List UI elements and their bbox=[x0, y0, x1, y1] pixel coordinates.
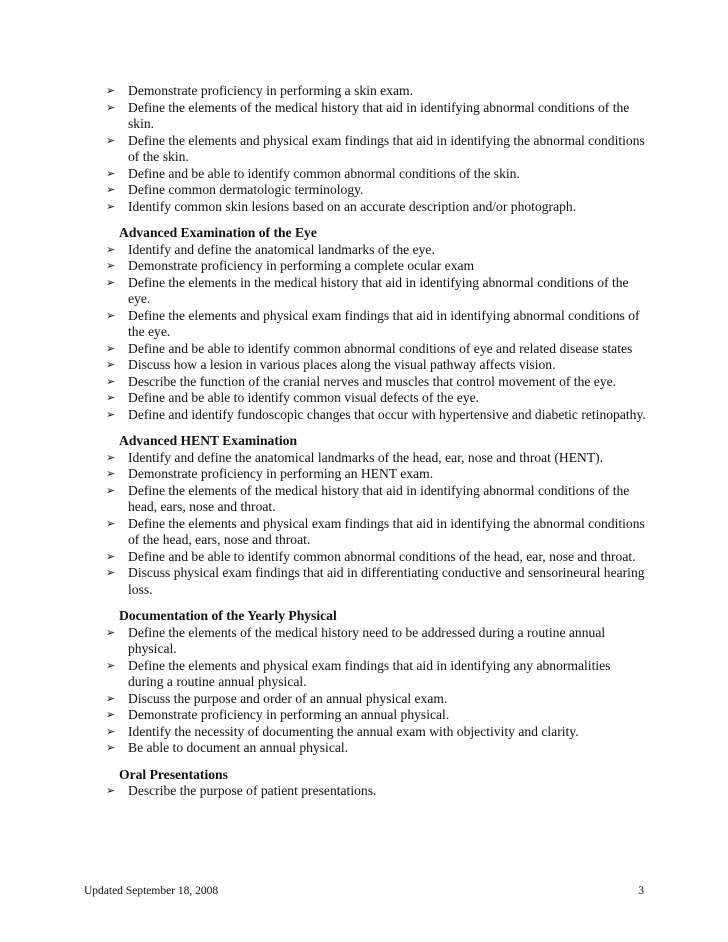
arrow-bullet-icon: ➢ bbox=[106, 483, 116, 497]
objective-list bbox=[0, 783, 728, 800]
arrow-bullet-icon: ➢ bbox=[106, 658, 116, 672]
list-item bbox=[0, 341, 728, 358]
list-item-text: Be able to document an annual physical. bbox=[128, 740, 349, 755]
list-item bbox=[0, 707, 728, 724]
list-item-text: Define and be able to identify common abnormal conditions of the head, ear, nose and throat. bbox=[128, 548, 636, 564]
list-item-text: Define the elements in the medical history that aid in identifying abnormal conditions of the eye. bbox=[128, 274, 629, 306]
list-item bbox=[0, 466, 728, 483]
page-number: 3 bbox=[638, 885, 644, 897]
list-item-text: Discuss physical exam findings that aid in differentiating conductive and sensorineural hearing loss. bbox=[128, 565, 645, 597]
list-item-text: Demonstrate proficiency in performing an HENT exam. bbox=[128, 466, 434, 481]
arrow-bullet-icon: ➢ bbox=[106, 450, 116, 464]
list-item-text: Demonstrate proficiency in performing an annual physical. bbox=[128, 707, 450, 722]
list-item-text: Discuss the purpose and order of an annual physical exam. bbox=[128, 690, 448, 706]
arrow-bullet-icon: ➢ bbox=[106, 133, 116, 147]
arrow-bullet-icon: ➢ bbox=[106, 183, 116, 196]
list-item-text: Identify and define the anatomical landmarks of the eye. bbox=[128, 241, 435, 257]
list-item bbox=[0, 483, 728, 516]
list-item bbox=[0, 565, 728, 598]
arrow-bullet-icon: ➢ bbox=[106, 708, 116, 721]
list-item bbox=[0, 275, 728, 308]
list-item-text: Identify and define the anatomical landmarks of the head, ear, nose and throat (HENT). bbox=[128, 449, 604, 465]
list-item-text: Define the elements of the medical history that aid in identifying abnormal conditions of the head, ears, nose and throat. bbox=[128, 482, 630, 514]
arrow-bullet-icon: ➢ bbox=[106, 467, 116, 480]
list-item-text: Identify the necessity of documenting the annual exam with objectivity and clarity. bbox=[128, 723, 579, 739]
list-item bbox=[0, 166, 728, 183]
list-item-text: Discuss how a lesion in various places along the visual pathway affects vision. bbox=[128, 357, 556, 372]
objective-list bbox=[0, 242, 728, 424]
arrow-bullet-icon: ➢ bbox=[106, 199, 116, 213]
section-heading: Oral Presentations bbox=[119, 766, 228, 782]
list-item-text: Define the elements and physical exam findings that aid in identifying abnormal conditions of the eye. bbox=[128, 307, 640, 339]
arrow-bullet-icon: ➢ bbox=[106, 784, 116, 797]
section-heading: Advanced Examination of the Eye bbox=[119, 225, 317, 240]
section-4 bbox=[0, 608, 728, 757]
arrow-bullet-icon: ➢ bbox=[106, 516, 116, 530]
list-item bbox=[0, 374, 728, 391]
list-item bbox=[0, 390, 728, 407]
document-body bbox=[0, 83, 728, 800]
list-item bbox=[0, 549, 728, 566]
section-5 bbox=[0, 767, 728, 800]
arrow-bullet-icon: ➢ bbox=[106, 275, 116, 289]
list-item-text: Define the elements and physical exam findings that aid in identifying the abnormal conditions of the head, ears, nose and throat. bbox=[128, 515, 645, 547]
objective-list bbox=[0, 625, 728, 757]
page-footer bbox=[84, 884, 644, 898]
arrow-bullet-icon: ➢ bbox=[106, 166, 116, 180]
list-item-text: Define the elements and physical exam findings that aid in identifying any abnormalities during a routine annual physical. bbox=[128, 657, 611, 689]
list-item-text: Define the elements and physical exam findings that aid in identifying the abnormal conditions of the skin. bbox=[128, 132, 645, 164]
section-heading: Advanced HENT Examination bbox=[119, 433, 298, 448]
list-item bbox=[0, 83, 728, 100]
arrow-bullet-icon: ➢ bbox=[106, 391, 116, 404]
list-item bbox=[0, 450, 728, 467]
list-item-text: Identify common skin lesions based on an accurate description and/or photograph. bbox=[128, 198, 577, 214]
list-item-text: Describe the function of the cranial nerves and muscles that control movement of the eye. bbox=[128, 373, 617, 389]
arrow-bullet-icon: ➢ bbox=[106, 259, 116, 272]
list-item bbox=[0, 625, 728, 658]
arrow-bullet-icon: ➢ bbox=[106, 691, 116, 705]
arrow-bullet-icon: ➢ bbox=[106, 625, 116, 639]
list-item bbox=[0, 724, 728, 741]
arrow-bullet-icon: ➢ bbox=[106, 308, 116, 322]
list-item-text: Describe the purpose of patient presentations. bbox=[128, 783, 377, 798]
list-item bbox=[0, 199, 728, 216]
list-item bbox=[0, 258, 728, 275]
list-item bbox=[0, 308, 728, 341]
section-2 bbox=[0, 225, 728, 423]
arrow-bullet-icon: ➢ bbox=[106, 358, 116, 371]
arrow-bullet-icon: ➢ bbox=[106, 84, 116, 97]
arrow-bullet-icon: ➢ bbox=[106, 242, 116, 256]
arrow-bullet-icon: ➢ bbox=[106, 407, 116, 421]
section-1 bbox=[0, 83, 728, 215]
list-item bbox=[0, 658, 728, 691]
list-item bbox=[0, 182, 728, 199]
objective-list bbox=[0, 450, 728, 599]
list-item-text: Define and identify fundoscopic changes that occur with hypertensive and diabetic retinopathy. bbox=[128, 406, 646, 422]
arrow-bullet-icon: ➢ bbox=[106, 724, 116, 738]
section-heading: Documentation of the Yearly Physical bbox=[119, 608, 337, 623]
objective-list bbox=[0, 83, 728, 215]
arrow-bullet-icon: ➢ bbox=[106, 374, 116, 388]
list-item bbox=[0, 407, 728, 424]
arrow-bullet-icon: ➢ bbox=[106, 741, 116, 754]
list-item-text: Demonstrate proficiency in performing a skin exam. bbox=[128, 83, 413, 98]
arrow-bullet-icon: ➢ bbox=[106, 566, 116, 579]
list-item-text: Define the elements of the medical history need to be addressed during a routine annual physical. bbox=[128, 624, 606, 656]
arrow-bullet-icon: ➢ bbox=[106, 341, 116, 355]
arrow-bullet-icon: ➢ bbox=[106, 100, 116, 114]
footer-updated-date: Updated September 18, 2008 bbox=[84, 885, 219, 897]
list-item bbox=[0, 357, 728, 374]
arrow-bullet-icon: ➢ bbox=[106, 549, 116, 563]
list-item-text: Define common dermatologic terminology. bbox=[128, 182, 364, 197]
list-item bbox=[0, 100, 728, 133]
list-item bbox=[0, 783, 728, 800]
list-item-text: Define and be able to identify common abnormal conditions of eye and related disease states bbox=[128, 340, 633, 356]
list-item-text: Demonstrate proficiency in performing a complete ocular exam bbox=[128, 258, 475, 273]
list-item bbox=[0, 740, 728, 757]
list-item bbox=[0, 516, 728, 549]
list-item bbox=[0, 133, 728, 166]
section-3 bbox=[0, 433, 728, 598]
list-item bbox=[0, 691, 728, 708]
list-item bbox=[0, 242, 728, 259]
list-item-text: Define and be able to identify common abnormal conditions of the skin. bbox=[128, 165, 520, 181]
list-item-text: Define the elements of the medical history that aid in identifying abnormal conditions of the skin. bbox=[128, 99, 630, 131]
list-item-text: Define and be able to identify common visual defects of the eye. bbox=[128, 390, 480, 405]
